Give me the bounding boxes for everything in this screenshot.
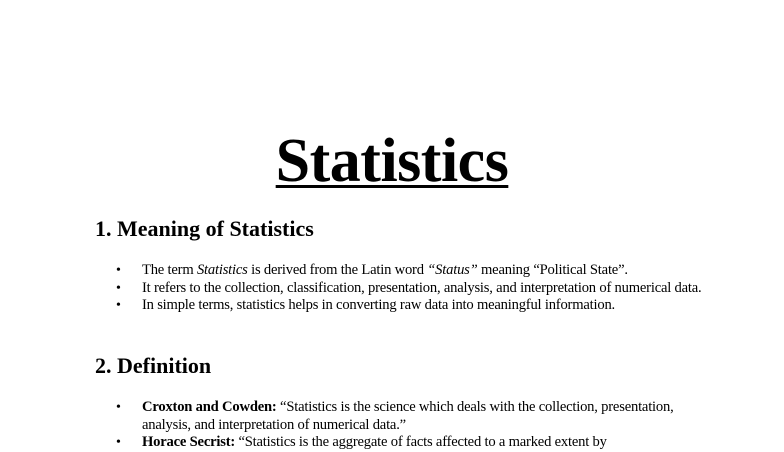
definition-author: Croxton and Cowden: [142,399,277,415]
definition-author: Horace Secrist: [142,434,236,451]
meaning-bullet-list [116,262,706,315]
list-item [116,262,706,280]
bullet-text: is derived from the Latin word [247,262,428,278]
bullet-text: In simple terms, statistics helps in converting raw data into meaningful information. [142,297,616,314]
bullet-text: The term [142,262,197,278]
section-heading-meaning: 1. Meaning of Statistics [95,216,314,241]
bullet-icon: • [116,263,121,278]
definition-quote: “Statistics is the aggregate of facts affected to a marked extent by [235,434,607,451]
bullet-icon: • [116,298,121,314]
bullet-icon: • [116,280,121,296]
bullet-text: It refers to the collection, classification, presentation, analysis, and interpretation of numerical data. [142,279,702,296]
list-item [116,399,706,434]
bullet-text-italic: “Status” [427,262,478,278]
document-title [0,126,784,196]
section-heading-definition: 2. Definition [95,353,212,378]
bullet-text: meaning “Political State”. [477,262,628,278]
list-item [116,297,706,315]
document-title-text: Statistics [275,127,509,195]
bullet-icon: • [116,400,121,415]
bullet-text-italic: Statistics [196,262,248,278]
list-item [116,280,706,298]
definition-quote: “Statistics is the science which deals with the collection, presentation, analysis, and interpretation of numerical data.” [142,399,674,433]
bullet-icon: • [116,435,121,451]
list-item [116,434,706,452]
definition-bullet-list [116,399,706,452]
